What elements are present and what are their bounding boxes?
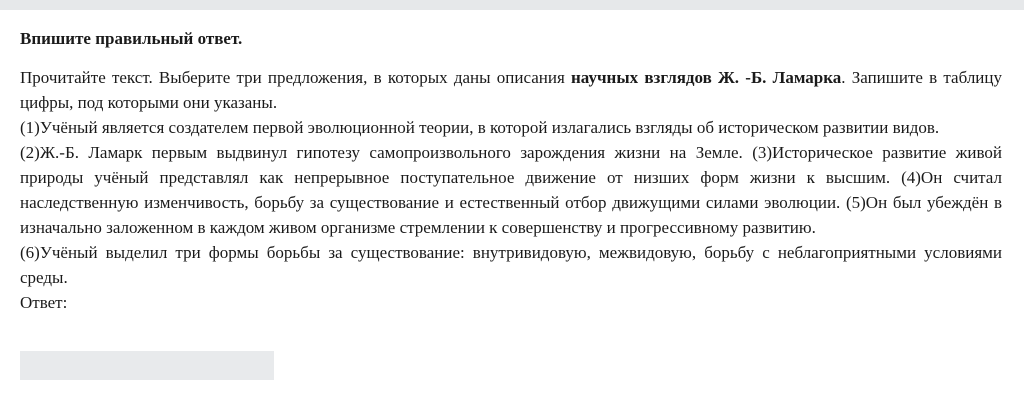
task-instruction: Впишите правильный ответ. <box>20 29 243 48</box>
sentence-3: (3)Историческое развитие живой природы учёный представлял как непрерывное поступательное движение от низших форм жизни к высшим. <box>20 143 1002 187</box>
sentence-1: (1)Учёный является создателем первой эволюционной теории, в которой излагались взгляды об историческом развитии видов. <box>20 118 940 137</box>
answer-label: Ответ: <box>20 293 68 312</box>
answer-input[interactable] <box>20 351 274 380</box>
prompt-bold-text: научных взглядов Ж. -Б. Ламарка <box>571 68 842 87</box>
top-bar <box>0 0 1024 10</box>
sentence-6: (6)Учёный выделил три формы борьбы за существование: внутривидовую, межвидовую, борьбу с неблагоприятными условиями среды. <box>20 243 1002 287</box>
sentence-5: (5)Он был убеждён в изначально заложенном в каждом живом организме стремлении к совершенству и прогрессивному развитию. <box>20 193 1002 237</box>
prompt-text-end: . Запишите в таблицу цифры, под которыми они указаны. <box>20 68 1002 112</box>
sentence-4: (4)Он считал наследственную изменчивость, борьбу за существование и естественный отбор движущими силами эволюции. <box>20 168 1002 212</box>
task-content <box>20 26 1002 315</box>
sentence-2: (2)Ж.-Б. Ламарк первым выдвинул гипотезу самопроизвольного зарождения жизни на Земле. <box>20 143 743 162</box>
prompt-text: Прочитайте текст. Выберите три предложения, в которых даны описания <box>20 68 572 87</box>
task-text <box>20 65 1002 290</box>
